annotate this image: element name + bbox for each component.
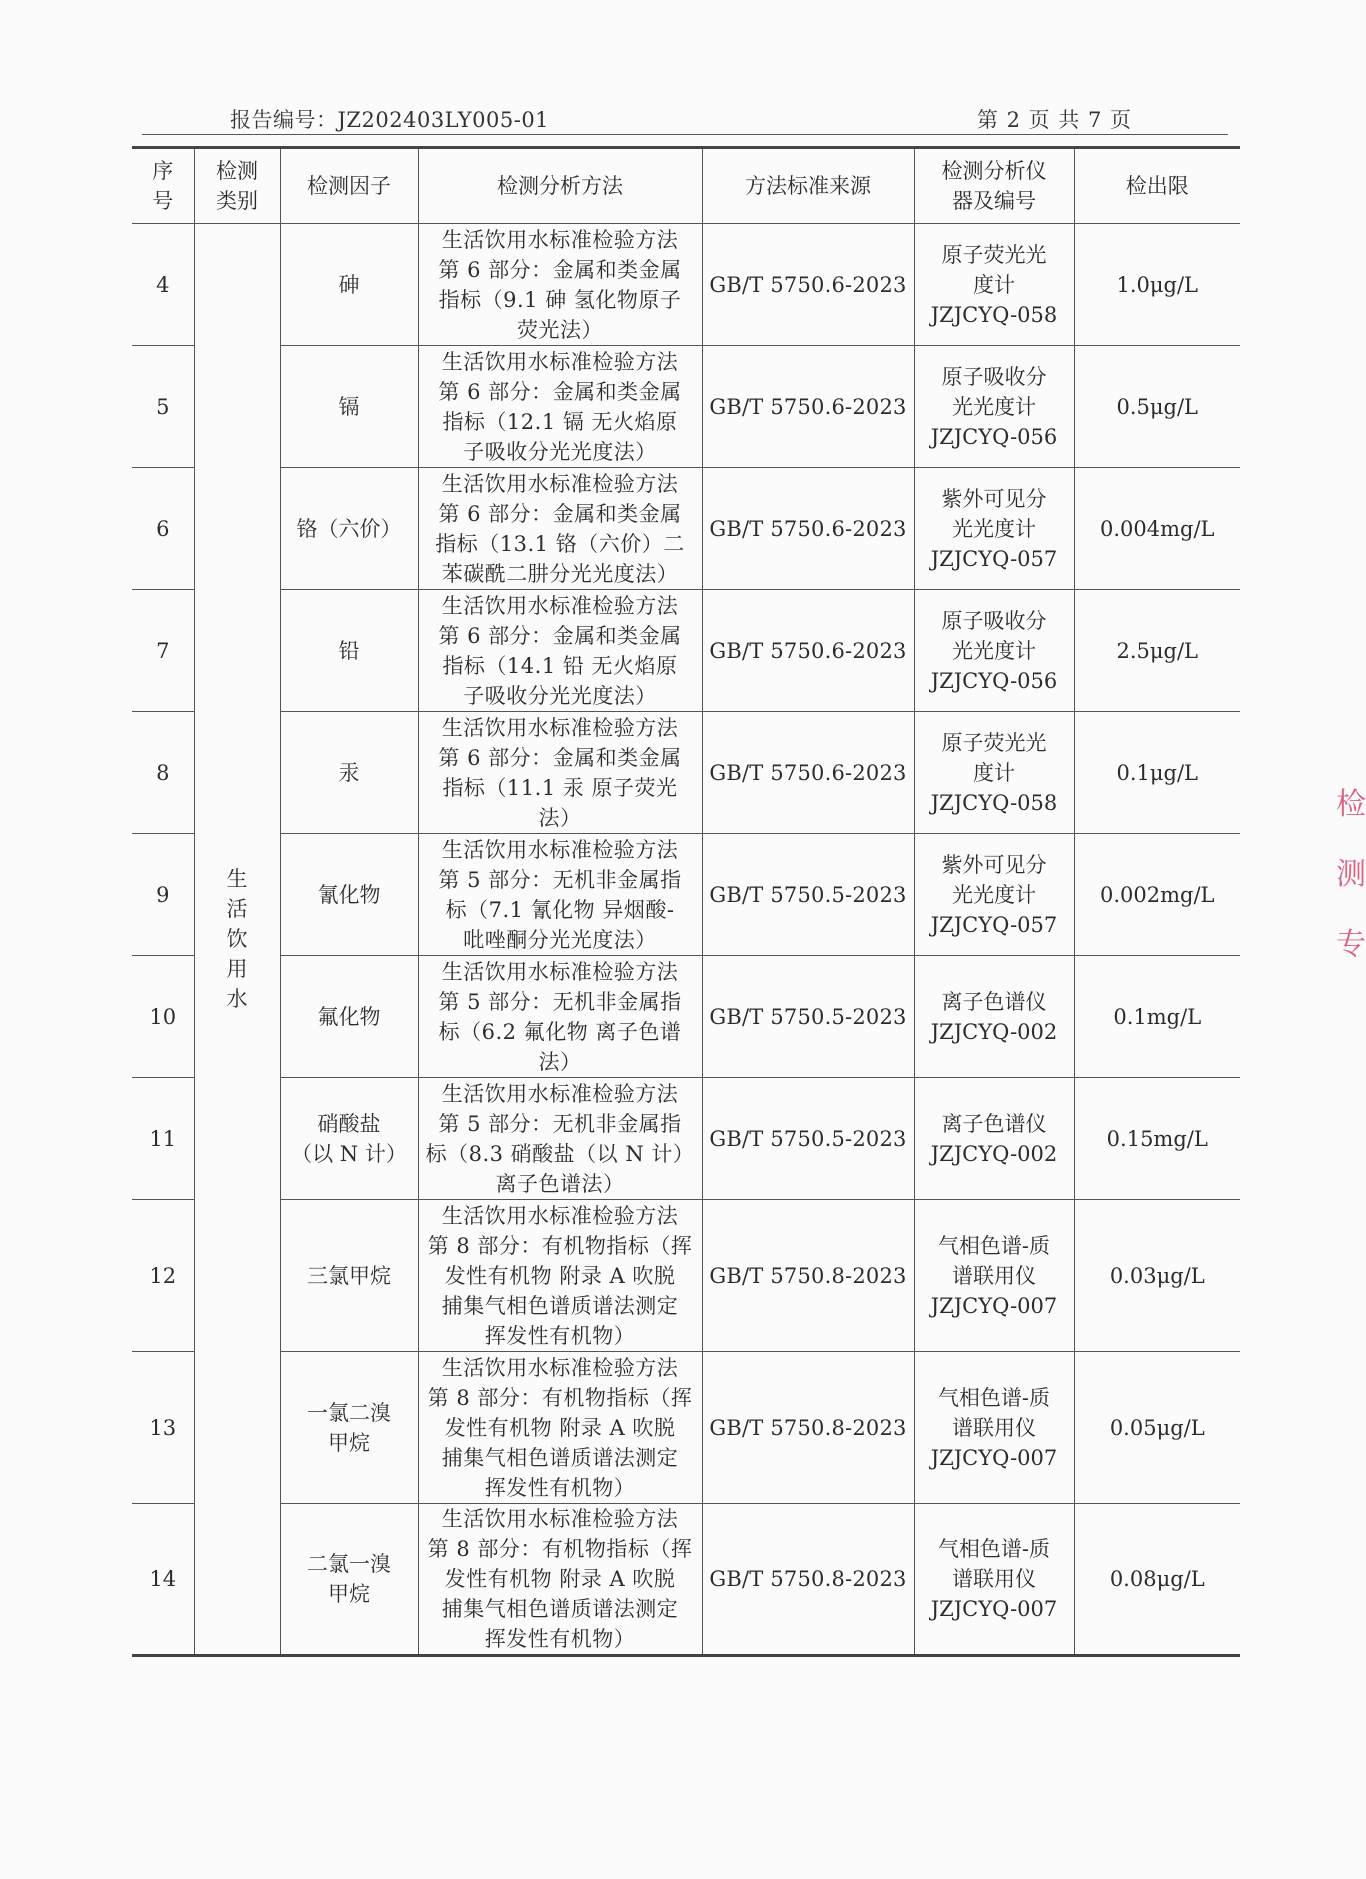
stamp-text: 检 测 专 [1336,787,1366,962]
cell-factor: 砷 [280,224,418,346]
cell-factor: 三氯甲烷 [280,1200,418,1352]
cell-method: 生活饮用水标准检验方法 第 6 部分：金属和类金属 指标（14.1 铅 无火焰原 子吸收分光光度法） [418,590,702,712]
cell-no: 10 [132,956,194,1078]
cell-instrument: 离子色谱仪 JZJCYQ-002 [914,956,1074,1078]
cell-limit: 1.0μg/L [1074,224,1240,346]
cell-factor: 硝酸盐 （以 N 计） [280,1078,418,1200]
table-row [132,590,1240,712]
page-indicator: 第 2 页 共 7 页 [976,108,1132,132]
cell-instrument: 离子色谱仪 JZJCYQ-002 [914,1078,1074,1200]
cell-standard: GB/T 5750.8-2023 [702,1200,914,1352]
header-divider [142,134,1228,135]
cell-factor: 氟化物 [280,956,418,1078]
cell-category: 生活饮用水 [194,224,280,1656]
table-row [132,468,1240,590]
cell-instrument: 原子吸收分 光光度计 JZJCYQ-056 [914,590,1074,712]
cell-limit: 0.05μg/L [1074,1352,1240,1504]
cell-factor: 汞 [280,712,418,834]
cell-limit: 0.15mg/L [1074,1078,1240,1200]
cell-standard: GB/T 5750.8-2023 [702,1504,914,1656]
cell-no: 5 [132,346,194,468]
cell-instrument: 紫外可见分 光光度计 JZJCYQ-057 [914,834,1074,956]
cell-method: 生活饮用水标准检验方法 第 8 部分：有机物指标（挥 发性有机物 附录 A 吹脱 捕集气相色谱质谱法测定 挥发性有机物） [418,1352,702,1504]
cell-method: 生活饮用水标准检验方法 第 5 部分：无机非金属指 标（6.2 氟化物 离子色谱 法） [418,956,702,1078]
cell-factor: 铅 [280,590,418,712]
col-header-standard: 方法标准来源 [702,148,914,224]
cell-method: 生活饮用水标准检验方法 第 6 部分：金属和类金属 指标（11.1 汞 原子荧光 法） [418,712,702,834]
cell-standard: GB/T 5750.5-2023 [702,956,914,1078]
cell-factor: 氰化物 [280,834,418,956]
cell-no: 11 [132,1078,194,1200]
table-row [132,1352,1240,1504]
cell-instrument: 原子荧光光 度计 JZJCYQ-058 [914,224,1074,346]
stamp-edge [1336,770,1366,1030]
cell-instrument: 紫外可见分 光光度计 JZJCYQ-057 [914,468,1074,590]
col-header-no: 序 号 [132,148,194,224]
cell-instrument: 原子吸收分 光光度计 JZJCYQ-056 [914,346,1074,468]
cell-instrument: 原子荧光光 度计 JZJCYQ-058 [914,712,1074,834]
table-row [132,834,1240,956]
cell-no: 7 [132,590,194,712]
cell-limit: 0.1μg/L [1074,712,1240,834]
col-header-limit: 检出限 [1074,148,1240,224]
col-header-instrument: 检测分析仪 器及编号 [914,148,1074,224]
cell-instrument: 气相色谱-质 谱联用仪 JZJCYQ-007 [914,1352,1074,1504]
cell-method: 生活饮用水标准检验方法 第 6 部分：金属和类金属 指标（13.1 铬（六价）二 苯碳酰二肼分光光度法） [418,468,702,590]
table-row [132,1078,1240,1200]
cell-method: 生活饮用水标准检验方法 第 6 部分：金属和类金属 指标（12.1 镉 无火焰原 子吸收分光光度法） [418,346,702,468]
cell-method: 生活饮用水标准检验方法 第 5 部分：无机非金属指 标（8.3 硝酸盐（以 N 计） 离子色谱法） [418,1078,702,1200]
cell-factor: 一氯二溴 甲烷 [280,1352,418,1504]
test-method-table [132,146,1240,1657]
cell-no: 9 [132,834,194,956]
cell-limit: 0.004mg/L [1074,468,1240,590]
cell-limit: 2.5μg/L [1074,590,1240,712]
cell-no: 8 [132,712,194,834]
cell-limit: 0.08μg/L [1074,1504,1240,1656]
col-header-method: 检测分析方法 [418,148,702,224]
cell-no: 13 [132,1352,194,1504]
table-row [132,956,1240,1078]
cell-method: 生活饮用水标准检验方法 第 5 部分：无机非金属指 标（7.1 氰化物 异烟酸- 吡唑酮分光光度法） [418,834,702,956]
cell-instrument: 气相色谱-质 谱联用仪 JZJCYQ-007 [914,1504,1074,1656]
table-header-row [132,148,1240,224]
table-row [132,224,1240,346]
cell-method: 生活饮用水标准检验方法 第 6 部分：金属和类金属 指标（9.1 砷 氢化物原子 荧光法） [418,224,702,346]
cell-no: 14 [132,1504,194,1656]
cell-factor: 镉 [280,346,418,468]
cell-standard: GB/T 5750.8-2023 [702,1352,914,1504]
cell-instrument: 气相色谱-质 谱联用仪 JZJCYQ-007 [914,1200,1074,1352]
cell-no: 12 [132,1200,194,1352]
cell-standard: GB/T 5750.5-2023 [702,1078,914,1200]
table-row [132,346,1240,468]
cell-standard: GB/T 5750.6-2023 [702,468,914,590]
cell-no: 4 [132,224,194,346]
col-header-factor: 检测因子 [280,148,418,224]
table-row [132,1200,1240,1352]
cell-standard: GB/T 5750.6-2023 [702,590,914,712]
cell-factor: 铬（六价） [280,468,418,590]
col-header-category: 检测 类别 [194,148,280,224]
cell-limit: 0.002mg/L [1074,834,1240,956]
cell-method: 生活饮用水标准检验方法 第 8 部分：有机物指标（挥 发性有机物 附录 A 吹脱 捕集气相色谱质谱法测定 挥发性有机物） [418,1504,702,1656]
cell-standard: GB/T 5750.6-2023 [702,346,914,468]
cell-method: 生活饮用水标准检验方法 第 8 部分：有机物指标（挥 发性有机物 附录 A 吹脱 捕集气相色谱质谱法测定 挥发性有机物） [418,1200,702,1352]
cell-limit: 0.1mg/L [1074,956,1240,1078]
report-number: 报告编号：JZ202403LY005-01 [230,108,550,132]
cell-standard: GB/T 5750.5-2023 [702,834,914,956]
cell-limit: 0.5μg/L [1074,346,1240,468]
page-header [142,98,1228,138]
cell-factor: 二氯一溴 甲烷 [280,1504,418,1656]
table-row [132,712,1240,834]
cell-standard: GB/T 5750.6-2023 [702,712,914,834]
cell-no: 6 [132,468,194,590]
cell-limit: 0.03μg/L [1074,1200,1240,1352]
cell-standard: GB/T 5750.6-2023 [702,224,914,346]
table-row [132,1504,1240,1656]
